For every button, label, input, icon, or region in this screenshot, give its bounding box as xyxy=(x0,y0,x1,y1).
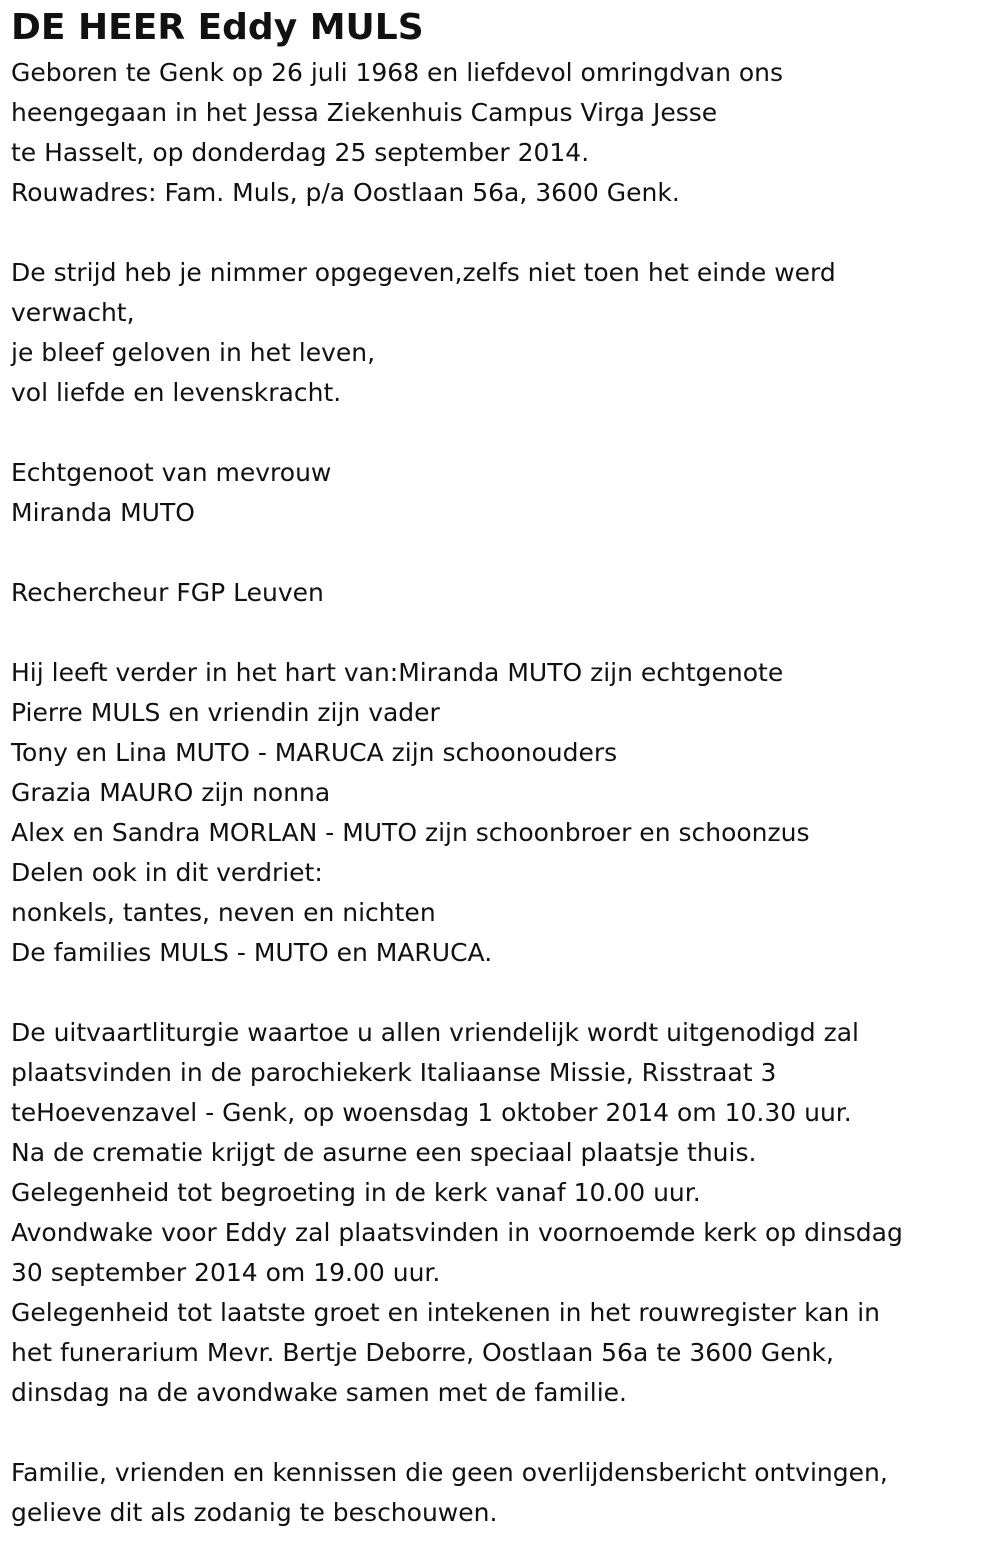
family-line: Grazia MAURO zijn nonna xyxy=(11,778,331,807)
ceremony-paragraph xyxy=(11,1013,986,1413)
family-paragraph xyxy=(11,653,986,973)
spacer xyxy=(11,413,986,453)
ceremony-line: teHoevenzavel - Genk, op woensdag 1 oktober 2014 om 10.30 uur. xyxy=(11,1098,852,1127)
family-line: Pierre MULS en vriendin zijn vader xyxy=(11,698,440,727)
spacer xyxy=(11,973,986,1013)
poem-paragraph xyxy=(11,253,986,413)
family-line: Tony en Lina MUTO - MARUCA zijn schoonouders xyxy=(11,738,618,767)
spacer xyxy=(11,613,986,653)
family-line: Hij leeft verder in het hart van:Miranda MUTO zijn echtgenote xyxy=(11,658,784,687)
closing-line: Familie, vrienden en kennissen die geen overlijdensbericht ontvingen, xyxy=(11,1458,888,1487)
ceremony-line: 30 september 2014 om 19.00 uur. xyxy=(11,1258,441,1287)
spouse-line: Miranda MUTO xyxy=(11,498,195,527)
spouse-paragraph xyxy=(11,453,986,533)
poem-line: De strijd heb je nimmer opgegeven,zelfs niet toen het einde werd xyxy=(11,258,836,287)
intro-line: heengegaan in het Jessa Ziekenhuis Campus Virga Jesse xyxy=(11,98,718,127)
spacer xyxy=(11,1413,986,1453)
ceremony-line: dinsdag na de avondwake samen met de familie. xyxy=(11,1378,627,1407)
profession-line: Rechercheur FGP Leuven xyxy=(11,578,324,607)
ceremony-line: plaatsvinden in de parochiekerk Italiaanse Missie, Risstraat 3 xyxy=(11,1058,777,1087)
intro-line: Rouwadres: Fam. Muls, p/a Oostlaan 56a, 3600 Genk. xyxy=(11,178,680,207)
poem-line: je bleef geloven in het leven, xyxy=(11,338,376,367)
ceremony-line: het funerarium Mevr. Bertje Deborre, Oostlaan 56a te 3600 Genk, xyxy=(11,1338,834,1367)
spouse-line: Echtgenoot van mevrouw xyxy=(11,458,332,487)
ceremony-line: Na de crematie krijgt de asurne een speciaal plaatsje thuis. xyxy=(11,1138,757,1167)
ceremony-line: Gelegenheid tot laatste groet en intekenen in het rouwregister kan in xyxy=(11,1298,881,1327)
family-line: Alex en Sandra MORLAN - MUTO zijn schoonbroer en schoonzus xyxy=(11,818,810,847)
ceremony-line: Gelegenheid tot begroeting in de kerk vanaf 10.00 uur. xyxy=(11,1178,701,1207)
ceremony-line: Avondwake voor Eddy zal plaatsvinden in voornoemde kerk op dinsdag xyxy=(11,1218,903,1247)
family-line: nonkels, tantes, neven en nichten xyxy=(11,898,436,927)
poem-line: vol liefde en levenskracht. xyxy=(11,378,342,407)
family-line: Delen ook in dit verdriet: xyxy=(11,858,323,887)
profession-paragraph xyxy=(11,573,986,613)
intro-line: Geboren te Genk op 26 juli 1968 en liefdevol omringdvan ons xyxy=(11,58,784,87)
obituary-document xyxy=(11,0,986,1533)
closing-line: gelieve dit als zodanig te beschouwen. xyxy=(11,1498,498,1527)
poem-line: verwacht, xyxy=(11,298,135,327)
intro-paragraph xyxy=(11,53,986,213)
page-title: DE HEER Eddy MULS xyxy=(11,7,424,48)
family-line: De families MULS - MUTO en MARUCA. xyxy=(11,938,493,967)
spacer xyxy=(11,213,986,253)
spacer xyxy=(11,533,986,573)
intro-line: te Hasselt, op donderdag 25 september 2014. xyxy=(11,138,590,167)
ceremony-line: De uitvaartliturgie waartoe u allen vriendelijk wordt uitgenodigd zal xyxy=(11,1018,859,1047)
closing-paragraph xyxy=(11,1453,986,1533)
